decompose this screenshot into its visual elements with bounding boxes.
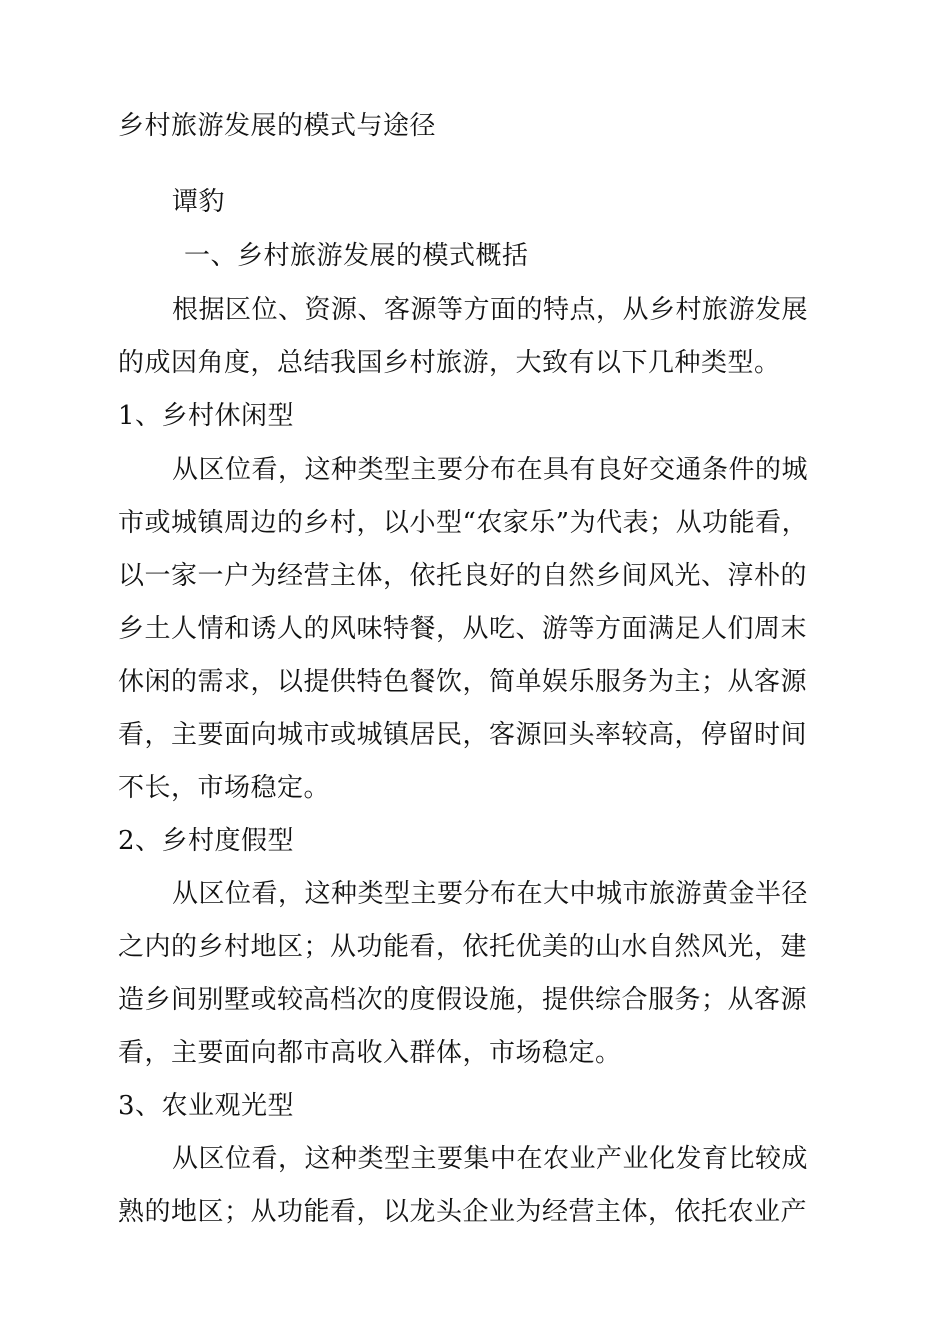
author-name: 谭豹 xyxy=(172,187,226,217)
paragraph-line: 不长，市场稳定。 xyxy=(118,773,331,803)
paragraph-line: 休闲的需求，以提供特色餐饮，简单娱乐服务为主；从客源 xyxy=(118,667,808,697)
paragraph-line: 市或城镇周边的乡村，以小型“农家乐”为代表；从功能看， xyxy=(118,508,809,538)
paragraph-line: 从区位看，这种类型主要分布在大中城市旅游黄金半径 xyxy=(172,879,809,909)
paragraph-line: 之内的乡村地区；从功能看，依托优美的山水自然风光，建 xyxy=(118,932,808,962)
subsection-heading: 2、乡村度假型 xyxy=(118,826,295,856)
paragraph-line: 从区位看，这种类型主要分布在具有良好交通条件的城 xyxy=(172,455,809,485)
subsection-heading: 1、乡村休闲型 xyxy=(118,401,295,431)
document-title: 乡村旅游发展的模式与途径 xyxy=(118,111,437,141)
paragraph-line: 的成因角度，总结我国乡村旅游，大致有以下几种类型。 xyxy=(118,348,781,378)
paragraph-line: 看，主要面向都市高收入群体，市场稳定。 xyxy=(118,1038,622,1068)
section-heading: 一、乡村旅游发展的模式概括 xyxy=(184,241,529,271)
paragraph-line: 根据区位、资源、客源等方面的特点，从乡村旅游发展 xyxy=(172,295,809,325)
paragraph-line: 看，主要面向城市或城镇居民，客源回头率较高，停留时间 xyxy=(118,720,808,750)
subsection-heading: 3、农业观光型 xyxy=(118,1091,295,1121)
paragraph-line: 熟的地区；从功能看，以龙头企业为经营主体，依托农业产 xyxy=(118,1197,808,1227)
paragraph-line: 以一家一户为经营主体，依托良好的自然乡间风光、淳朴的 xyxy=(118,561,808,591)
paragraph-line: 乡土人情和诱人的风味特餐，从吃、游等方面满足人们周末 xyxy=(118,614,808,644)
paragraph-line: 从区位看，这种类型主要集中在农业产业化发育比较成 xyxy=(172,1144,809,1174)
paragraph-line: 造乡间别墅或较高档次的度假设施，提供综合服务；从客源 xyxy=(118,985,808,1015)
